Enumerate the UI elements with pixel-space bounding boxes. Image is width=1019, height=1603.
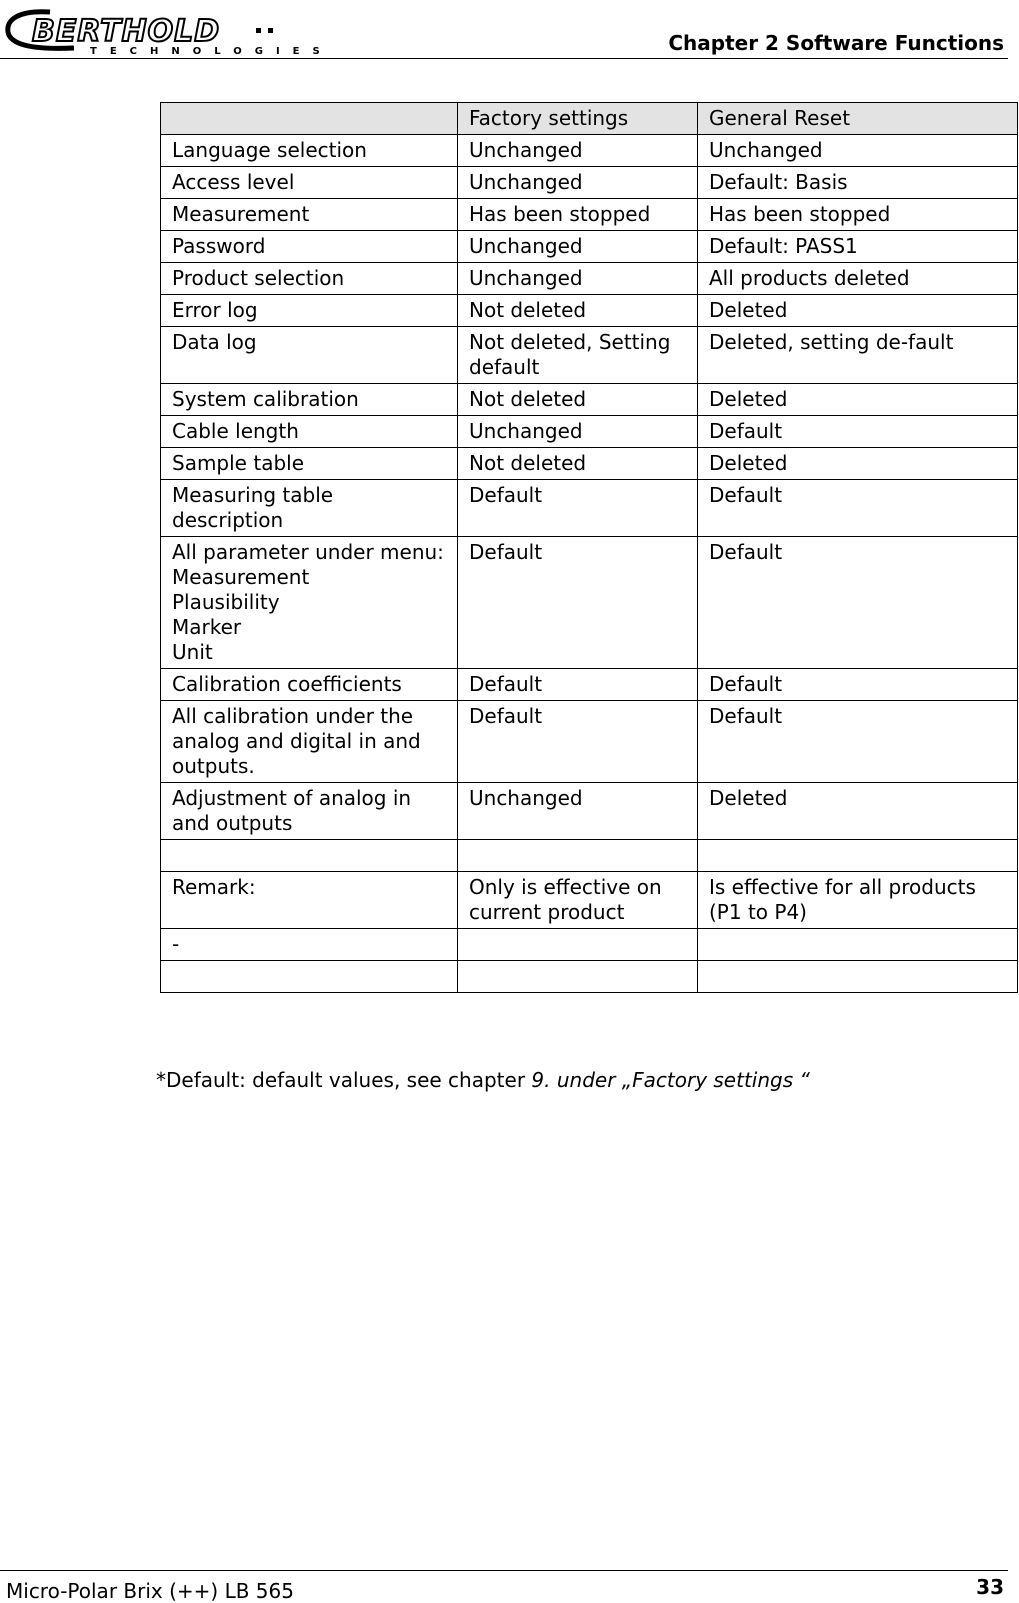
table-cell: Has been stopped <box>458 199 698 231</box>
table-cell: Default <box>458 537 698 669</box>
table-cell: Measurement <box>161 199 458 231</box>
table-cell: Cable length <box>161 416 458 448</box>
table-cell: Not deleted <box>458 295 698 327</box>
table-cell: All parameter under menu: Measurement Plausibility Marker Unit <box>161 537 458 669</box>
table-cell: - <box>161 929 458 961</box>
table-header-cell <box>161 103 458 135</box>
table-cell <box>458 840 698 872</box>
table-cell: Not deleted <box>458 448 698 480</box>
chapter-title: Chapter 2 Software Functions <box>668 31 1004 55</box>
table-cell: Deleted <box>698 783 1018 840</box>
table-cell: Default <box>698 416 1018 448</box>
table-cell: Default <box>698 701 1018 783</box>
reset-comparison-table <box>160 102 1018 993</box>
table-cell <box>698 929 1018 961</box>
page-number: 33 <box>976 1575 1004 1599</box>
table-cell: Sample table <box>161 448 458 480</box>
table-row <box>161 669 1018 701</box>
table-header-cell: Factory settings <box>458 103 698 135</box>
table-row <box>161 416 1018 448</box>
product-name: Micro-Polar Brix (++) LB 565 <box>6 1579 294 1603</box>
table-cell: Default <box>458 701 698 783</box>
table-cell <box>161 840 458 872</box>
table-row <box>161 199 1018 231</box>
table-cell: Unchanged <box>458 231 698 263</box>
table-row <box>161 135 1018 167</box>
table-row <box>161 448 1018 480</box>
table-cell: Default <box>458 480 698 537</box>
table-row <box>161 480 1018 537</box>
table-cell: Product selection <box>161 263 458 295</box>
table-cell: Unchanged <box>458 263 698 295</box>
table-cell: Not deleted, Setting default <box>458 327 698 384</box>
table-row <box>161 295 1018 327</box>
table-cell: Measuring table description <box>161 480 458 537</box>
page-header <box>0 0 1008 59</box>
table-cell <box>698 840 1018 872</box>
logo-wordmark: BERTHOLD <box>32 14 221 49</box>
table-cell <box>458 961 698 993</box>
default-footnote <box>156 1068 810 1092</box>
table-row <box>161 872 1018 929</box>
table-row <box>161 701 1018 783</box>
table-row <box>161 961 1018 993</box>
berthold-logo <box>4 6 333 57</box>
table-row <box>161 167 1018 199</box>
table-cell: Unchanged <box>458 783 698 840</box>
table-row <box>161 327 1018 384</box>
table-cell: Default <box>698 480 1018 537</box>
table-cell <box>161 961 458 993</box>
table-cell: All products deleted <box>698 263 1018 295</box>
table-cell: Adjustment of analog in and outputs <box>161 783 458 840</box>
table-cell: Data log <box>161 327 458 384</box>
table-cell: Access level <box>161 167 458 199</box>
table-cell <box>698 961 1018 993</box>
table-cell: Unchanged <box>458 416 698 448</box>
table-cell: Unchanged <box>458 167 698 199</box>
table-cell: Unchanged <box>698 135 1018 167</box>
table-row <box>161 231 1018 263</box>
table-cell: Has been stopped <box>698 199 1018 231</box>
table-cell: Not deleted <box>458 384 698 416</box>
table-row <box>161 840 1018 872</box>
table-cell: Default <box>698 669 1018 701</box>
table-cell: Is effective for all products (P1 to P4) <box>698 872 1018 929</box>
table-cell <box>458 929 698 961</box>
table-cell: Deleted <box>698 295 1018 327</box>
table-row <box>161 929 1018 961</box>
table-row <box>161 263 1018 295</box>
table-row <box>161 384 1018 416</box>
table-cell: Unchanged <box>458 135 698 167</box>
table-cell: Only is effective on current product <box>458 872 698 929</box>
table-row <box>161 783 1018 840</box>
table-header-cell: General Reset <box>698 103 1018 135</box>
table-cell: Deleted <box>698 384 1018 416</box>
page-footer <box>0 1570 1008 1603</box>
logo-subtitle: TECHNOLOGIES <box>90 46 333 57</box>
table-header-row <box>161 103 1018 135</box>
table-cell: Default <box>698 537 1018 669</box>
table-cell: Deleted, setting de-fault <box>698 327 1018 384</box>
footnote-reference: 9. under „Factory settings “ <box>531 1068 810 1092</box>
table-cell: Password <box>161 231 458 263</box>
table-row <box>161 537 1018 669</box>
table-cell: Error log <box>161 295 458 327</box>
table-cell: All calibration under the analog and digital in and outputs. <box>161 701 458 783</box>
table-cell: Remark: <box>161 872 458 929</box>
table-cell: Calibration coefficients <box>161 669 458 701</box>
table-cell: System calibration <box>161 384 458 416</box>
footnote-text: *Default: default values, see chapter <box>156 1068 532 1092</box>
table-cell: Default <box>458 669 698 701</box>
table-cell: Default: Basis <box>698 167 1018 199</box>
table-cell: Default: PASS1 <box>698 231 1018 263</box>
table-cell: Language selection <box>161 135 458 167</box>
table-cell: Deleted <box>698 448 1018 480</box>
